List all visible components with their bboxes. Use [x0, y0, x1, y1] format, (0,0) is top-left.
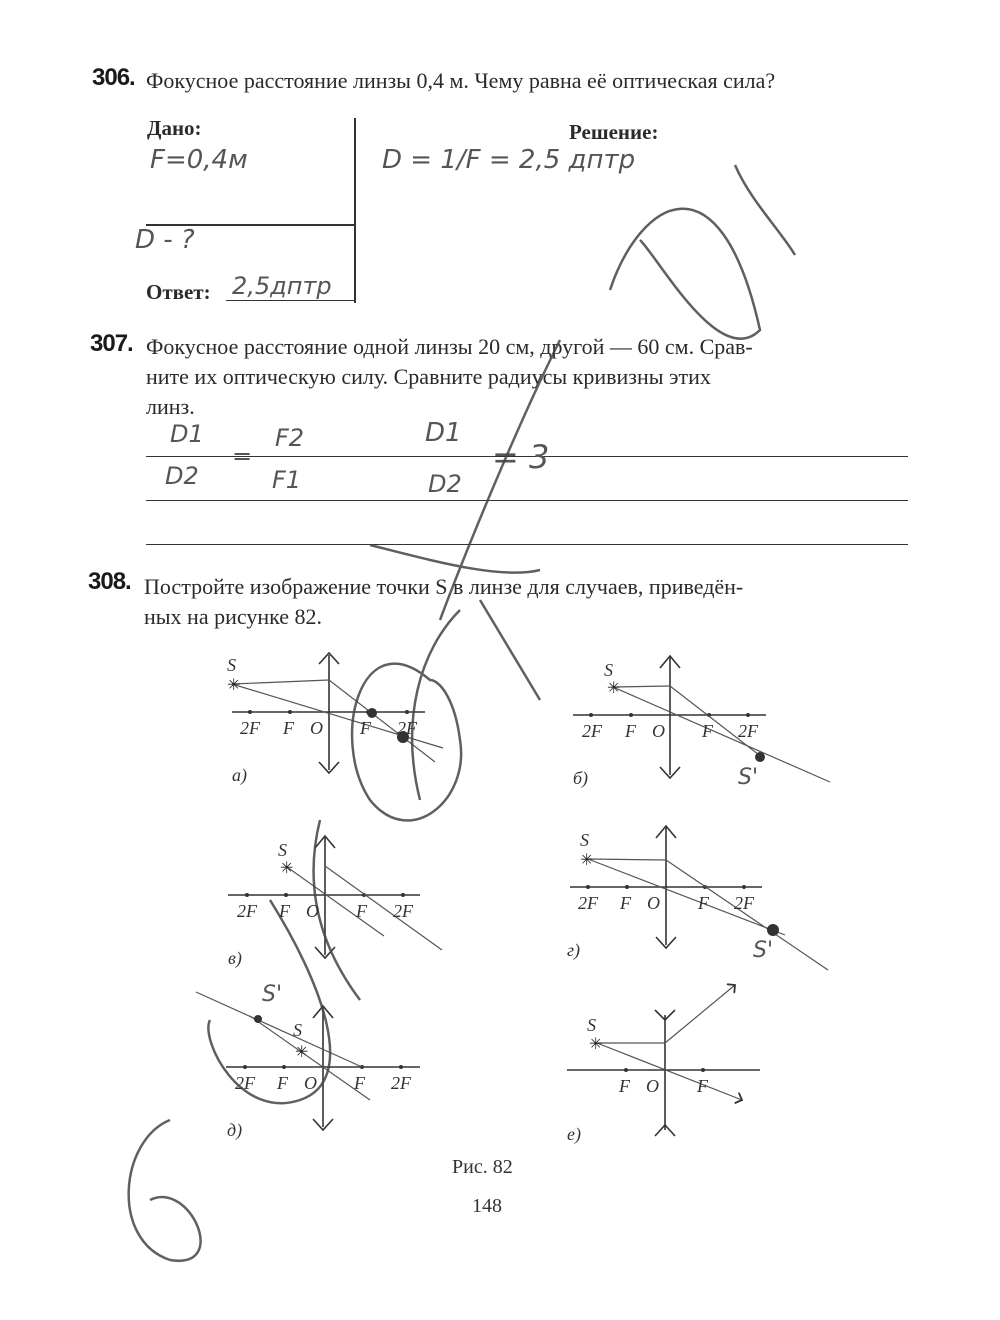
panel-g-id: г) — [567, 940, 581, 960]
panel-a-2f-left: 2F — [240, 718, 260, 738]
problem-306-number: 306. — [92, 64, 135, 91]
panel-b-source-star-icon: ✳ — [607, 680, 621, 697]
panel-d-f-right: F — [354, 1073, 365, 1093]
problem-308-line-2: ных на рисунке 82. — [144, 604, 323, 629]
panel-e-source-star-icon: ✳ — [589, 1036, 603, 1053]
panel-g-2f-right: 2F — [734, 893, 754, 913]
panel-a-source-star-icon: ✳ — [227, 677, 241, 694]
panel-g-source-label: S — [580, 830, 589, 850]
panel-e-f-right: F — [697, 1076, 708, 1096]
panel-v-source-star-icon: ✳ — [280, 860, 294, 877]
handwritten-d1b: D1 — [425, 418, 462, 448]
handwritten-given: F=0,4м — [150, 145, 248, 175]
panel-a-o: O — [310, 718, 323, 738]
panel-d-f-left: F — [277, 1073, 288, 1093]
panel-d-2f-right: 2F — [391, 1073, 411, 1093]
handwritten-f1: F1 — [272, 466, 302, 494]
panel-b-2f-right: 2F — [738, 721, 758, 741]
panel-v-source-label: S — [278, 840, 287, 860]
panel-b-2f-left: 2F — [582, 721, 602, 741]
panel-a-id: а) — [232, 765, 247, 785]
panel-b-source-label: S — [604, 660, 613, 680]
panel-v-f-left: F — [279, 901, 290, 921]
panel-d-source-label: S — [293, 1020, 302, 1040]
panel-d-source-star-icon: ✳ — [295, 1044, 309, 1061]
panel-e-f-left: F — [619, 1076, 630, 1096]
panel-a-source-label: S — [227, 655, 236, 675]
panel-g-f-right: F — [698, 893, 709, 913]
handwritten-solution: D = 1/F = 2,5 дптр — [382, 145, 636, 175]
panel-v-o: O — [306, 901, 319, 921]
problem-307-line-1: Фокусное расстояние одной линзы 20 см, другой — 60 см. Срав- — [146, 334, 753, 359]
panel-v-id: в) — [228, 948, 242, 968]
page-number: 148 — [472, 1195, 502, 1217]
panel-v-2f-right: 2F — [393, 901, 413, 921]
given-label: Дано: — [147, 116, 202, 140]
problem-306-text: Фокусное расстояние линзы 0,4 м. Чему равна её оптическая сила? — [146, 68, 776, 93]
handwritten-unknown: D - ? — [135, 225, 195, 255]
panel-g-2f-left: 2F — [578, 893, 598, 913]
handwritten-d2: D2 — [165, 462, 199, 490]
panel-v-f-right: F — [356, 901, 367, 921]
problem-308-number: 308. — [88, 568, 131, 595]
panel-a-f-right: F — [360, 718, 371, 738]
panel-d-id: д) — [227, 1120, 243, 1140]
panel-e-o: O — [646, 1076, 659, 1096]
problem-308-line-1: Постройте изображение точки S в линзе для случаев, приведён- — [144, 574, 744, 599]
handwritten-d1: D1 — [170, 420, 204, 448]
problem-307-line-2: ните их оптическую силу. Сравните радиусы кривизны этих — [146, 364, 711, 389]
handwritten-f2: F2 — [275, 424, 305, 452]
panel-g-source-star-icon: ✳ — [580, 852, 594, 869]
panel-e-source-label: S — [587, 1015, 596, 1035]
answer-label: Ответ: — [146, 280, 211, 304]
problem-307-number: 307. — [90, 330, 133, 357]
handwritten-result: = 3 — [492, 438, 550, 476]
problem-307-line-3: линз. — [146, 394, 195, 419]
handwritten-eq: = — [232, 442, 253, 470]
figure-caption: Рис. 82 — [452, 1156, 513, 1178]
panel-d-o: O — [304, 1073, 317, 1093]
panel-b-o: O — [652, 721, 665, 741]
handwritten-d2b: D2 — [428, 470, 462, 498]
panel-v-2f-left: 2F — [237, 901, 257, 921]
panel-b-f-left: F — [625, 721, 636, 741]
panel-d-2f-left: 2F — [235, 1073, 255, 1093]
panel-e-id: е) — [567, 1124, 581, 1144]
handwritten-answer: 2,5дптр — [232, 272, 332, 300]
panel-a-2f-right: 2F — [397, 718, 417, 738]
solution-label: Решение: — [569, 120, 659, 144]
panel-b-f-right: F — [702, 721, 713, 741]
panel-b-id: б) — [573, 768, 589, 788]
panel-g-image-mark: S' — [753, 938, 774, 963]
panel-d-image-mark: S' — [262, 982, 283, 1007]
panel-a-f-left: F — [283, 718, 294, 738]
panel-g-o: O — [647, 893, 660, 913]
panel-b-image-mark: S' — [738, 765, 759, 790]
panel-g-f-left: F — [620, 893, 631, 913]
